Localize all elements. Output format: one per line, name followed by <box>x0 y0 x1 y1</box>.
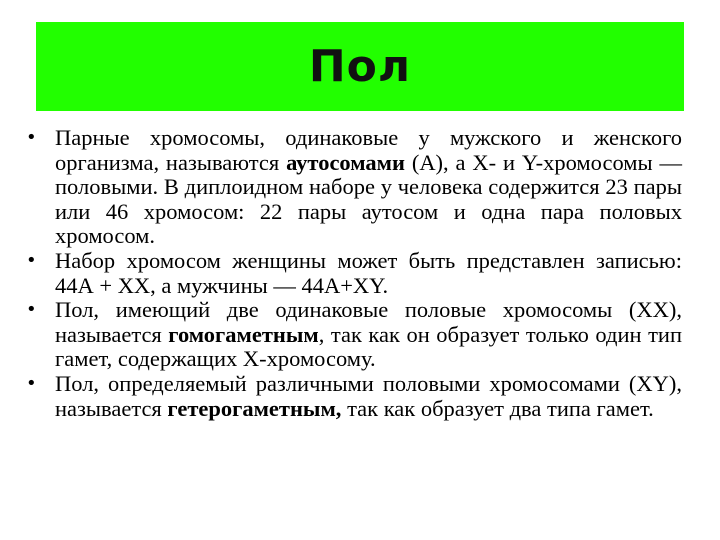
bullet-item-2 <box>22 249 682 298</box>
bullet-text-4 <box>55 371 682 421</box>
text-segment: Пол, имеющий две одинаковые половые хромосомы (XX), называется <box>55 297 682 347</box>
text-segment: Набор хромосом женщины может быть представлен записью: 44А + XX, а мужчины — 44А+XY. <box>55 247 682 298</box>
text-segment: (А), а X- и Y-хромосомы — половыми. В диплоидном наборе у человека содержится 23 пары или 46 хромосом: 22 пары аутосом и одна пара половых хромосом. <box>55 149 682 249</box>
term-heterogametic: гетерогаметным, <box>167 395 342 421</box>
bullet-text-2 <box>55 248 682 298</box>
bullet-item-1 <box>22 126 682 249</box>
bullet-list <box>22 126 682 421</box>
bullet-icon: • <box>26 299 37 321</box>
text-segment: , так как он образует только один тип гамет, содержащих X-хромосому. <box>55 321 682 372</box>
slide-title: Пол <box>308 41 412 92</box>
bullet-item-3 <box>22 298 682 372</box>
text-segment: Парные хромосомы, одинаковые у мужского и женского организма, называются <box>55 125 682 175</box>
bullet-icon: • <box>26 249 37 271</box>
term-homogametic: гомогаметным <box>168 321 319 347</box>
text-segment: так как образует два типа гамет. <box>341 395 654 421</box>
text-segment: Пол, определяемый различными половыми хромосомами (XY), называется <box>55 370 682 421</box>
bullet-text-1 <box>55 125 682 248</box>
bullet-item-4 <box>22 372 682 421</box>
bullet-text-3 <box>55 297 682 371</box>
bullet-icon: • <box>26 372 37 394</box>
bullet-icon: • <box>26 127 37 148</box>
term-autosomes: аутосомами <box>286 149 405 175</box>
title-banner <box>36 22 684 111</box>
